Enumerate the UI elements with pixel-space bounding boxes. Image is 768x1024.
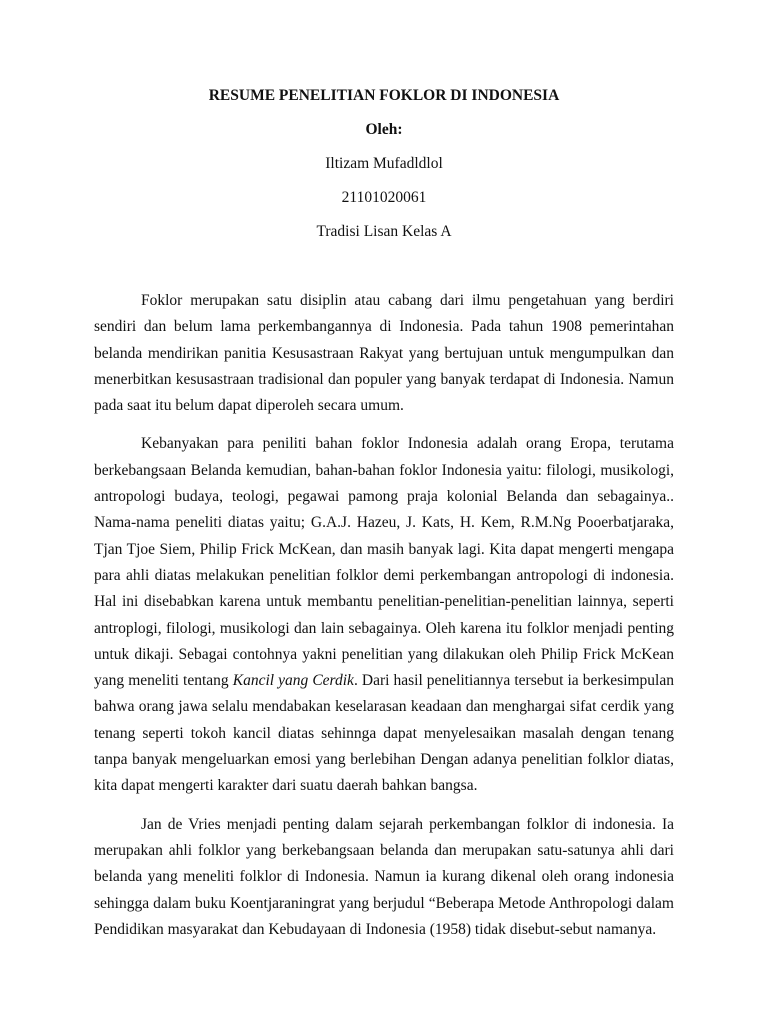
document-title: RESUME PENELITIAN FOKLOR DI INDONESIA (208, 87, 560, 104)
paragraph-2 (94, 431, 674, 799)
author-label: Oleh: (365, 121, 403, 138)
course-name: Tradisi Lisan Kelas A (316, 223, 452, 240)
paragraph-2-text-b: . Dari hasil penelitiannya tersebut ia berkesimpulan bahwa orang jawa selalu mendabakan keselarasan keadaan dan menghargai sifat cerdik yang tenang seperti tokoh kancil diatas sehinnga dapat menyelesaikan masalah dengan tenang tanpa banyak mengeluarkan emosi yang berlebihan Dengan adanya penelitian folklor diatas, kita dapat mengerti karakter dari suatu daerah bahkan bangsa. (94, 672, 674, 795)
author-name: Iltizam Mufadldlol (325, 155, 443, 172)
paragraph-2-text-a: Kebanyakan para peniliti bahan foklor Indonesia adalah orang Eropa, terutama berkebangsaan Belanda kemudian, bahan-bahan foklor Indonesia yaitu: filologi, musikologi, antropologi budaya, teologi, pegawai pamong praja kolonial Belanda dan sebagainya.. Nama-nama peneliti diatas yaitu; G.A.J. Hazeu, J. Kats, H. Kem, R.M.Ng Pooerbatjaraka, Tjan Tjoe Siem, Philip Frick McKean, dan masih banyak lagi. Kita dapat mengerti mengapa para ahli diatas melakukan penelitian folklor demi perkembangan antropologi di indonesia. Hal ini disebabkan karena untuk membantu penelitian-penelitian-penelitian lainnya, seperti antroplogi, filologi, musikologi dan lain sebagainya. Oleh karena itu folklor menjadi penting untuk dikaji. Sebagai contohnya yakni penelitian yang dilakukan oleh Philip Frick McKean yang meneliti tentang (94, 435, 674, 690)
student-id: 21101020061 (341, 189, 427, 206)
paragraph-1: Foklor merupakan satu disiplin atau cabang dari ilmu pengetahuan yang berdiri sendiri dan belum lama perkembangannya di Indonesia. Pada tahun 1908 pemerintahan belanda mendirikan panitia Kesusastraan Rakyat yang bertujuan untuk mengumpulkan dan menerbitkan kesusastraan tradisional dan populer yang banyak terdapat di Indonesia. Namun pada saat itu belum dapat diperoleh secara umum. (94, 292, 674, 415)
paragraph-3: Jan de Vries menjadi penting dalam sejarah perkembangan folklor di indonesia. Ia merupakan ahli folklor yang berkebangsaan belanda dan merupakan satu-satunya ahli dari belanda yang meneliti folklor di Indonesia. Namun ia kurang dikenal oleh orang indonesia sehingga dalam buku Koentjaraningrat yang berjudul “Beberapa Metode Anthropologi dalam Pendidikan masyarakat dan Kebudayaan di Indonesia (1958) tidak disebut-sebut namanya. (94, 815, 674, 938)
paragraph-2-italic-title: Kancil yang Cerdik (232, 672, 354, 690)
document-body (94, 288, 674, 943)
